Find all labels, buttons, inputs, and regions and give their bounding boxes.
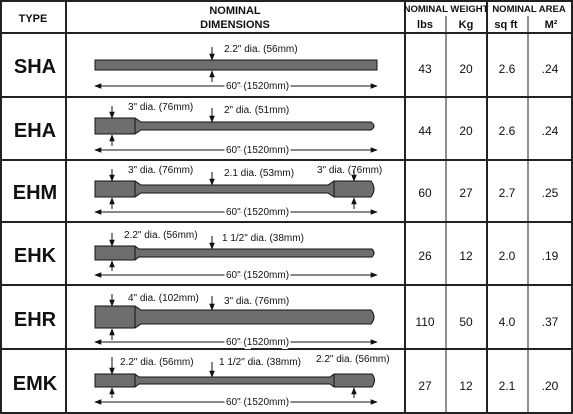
row-type: EMK [12, 373, 58, 395]
weight-lbs: 26 [418, 249, 432, 263]
weight-lbs: 110 [415, 315, 435, 329]
weight-lbs: 60 [418, 186, 432, 200]
header-area-m2: M² [544, 19, 558, 31]
area-m2: .25 [541, 186, 559, 200]
diameter-label-mid: 3" dia. (76mm) [224, 296, 290, 307]
header-weight-lbs: lbs [417, 19, 433, 31]
header-area-sqft: sq ft [494, 19, 518, 31]
area-sqft: 2.6 [498, 124, 516, 138]
diameter-label-mid: 2.1 dia. (53mm) [224, 168, 295, 179]
area-sqft: 4.0 [498, 315, 516, 329]
area-sqft: 2.0 [498, 249, 516, 263]
diameter-label-left: 3" dia. (76mm) [128, 102, 194, 113]
header-dimensions-line1: NOMINAL [209, 5, 261, 17]
diameter-label-right: 3" dia. (76mm) [317, 165, 383, 176]
diameter-label-mid: 2.2" dia. (56mm) [224, 44, 298, 55]
diameter-label-mid: 1 1/2" dia. (38mm) [222, 233, 304, 244]
area-m2: .37 [541, 315, 559, 329]
diameter-label-left: 3" dia. (76mm) [128, 165, 194, 176]
row-type: EHA [13, 120, 57, 142]
length-label: 60" (1520mm) [226, 81, 290, 92]
weight-kg: 20 [459, 62, 473, 76]
weight-kg: 12 [459, 249, 473, 263]
row-type: EHK [13, 245, 57, 267]
area-sqft: 2.6 [498, 62, 516, 76]
length-label: 60" (1520mm) [226, 270, 290, 281]
table-row-ehm [13, 165, 559, 218]
header-type: TYPE [18, 13, 48, 25]
row-type: EHM [12, 182, 58, 204]
weight-lbs: 27 [418, 379, 432, 393]
diameter-label-left: 2.2" dia. (56mm) [124, 230, 198, 241]
table-row-ehr [14, 293, 559, 348]
weight-kg: 50 [459, 315, 473, 329]
length-label: 60" (1520mm) [226, 207, 290, 218]
table-header [19, 4, 566, 31]
weight-kg: 27 [459, 186, 473, 200]
table-row-eha [14, 102, 559, 156]
length-label: 60" (1520mm) [226, 397, 290, 408]
header-weight-title: NOMINAL WEIGHT [403, 4, 489, 15]
diameter-label-mid: 2" dia. (51mm) [224, 105, 290, 116]
weight-lbs: 43 [418, 62, 432, 76]
table-row-ehk [14, 230, 559, 281]
diameter-label-mid: 1 1/2" dia. (38mm) [219, 357, 301, 368]
table-row-sha [14, 44, 559, 92]
length-label: 60" (1520mm) [226, 145, 290, 156]
area-m2: .20 [541, 379, 559, 393]
header-dimensions-line2: DIMENSIONS [200, 19, 270, 31]
area-sqft: 2.1 [498, 379, 516, 393]
weight-lbs: 44 [418, 124, 432, 138]
row-type: EHR [13, 309, 57, 331]
table-row-emk [13, 354, 559, 408]
row-type: SHA [13, 56, 57, 78]
diameter-label-right: 2.2" dia. (56mm) [316, 354, 390, 365]
weight-kg: 20 [459, 124, 473, 138]
area-sqft: 2.7 [498, 186, 516, 200]
area-m2: .24 [541, 124, 559, 138]
length-label: 60" (1520mm) [226, 337, 290, 348]
area-m2: .24 [541, 62, 559, 76]
weight-kg: 12 [459, 379, 473, 393]
header-area-title: NOMINAL AREA [492, 4, 566, 15]
diameter-label-left: 2.2" dia. (56mm) [120, 357, 194, 368]
diameter-label-left: 4" dia. (102mm) [128, 293, 199, 304]
area-m2: .19 [541, 249, 559, 263]
header-weight-kg: Kg [458, 19, 474, 31]
